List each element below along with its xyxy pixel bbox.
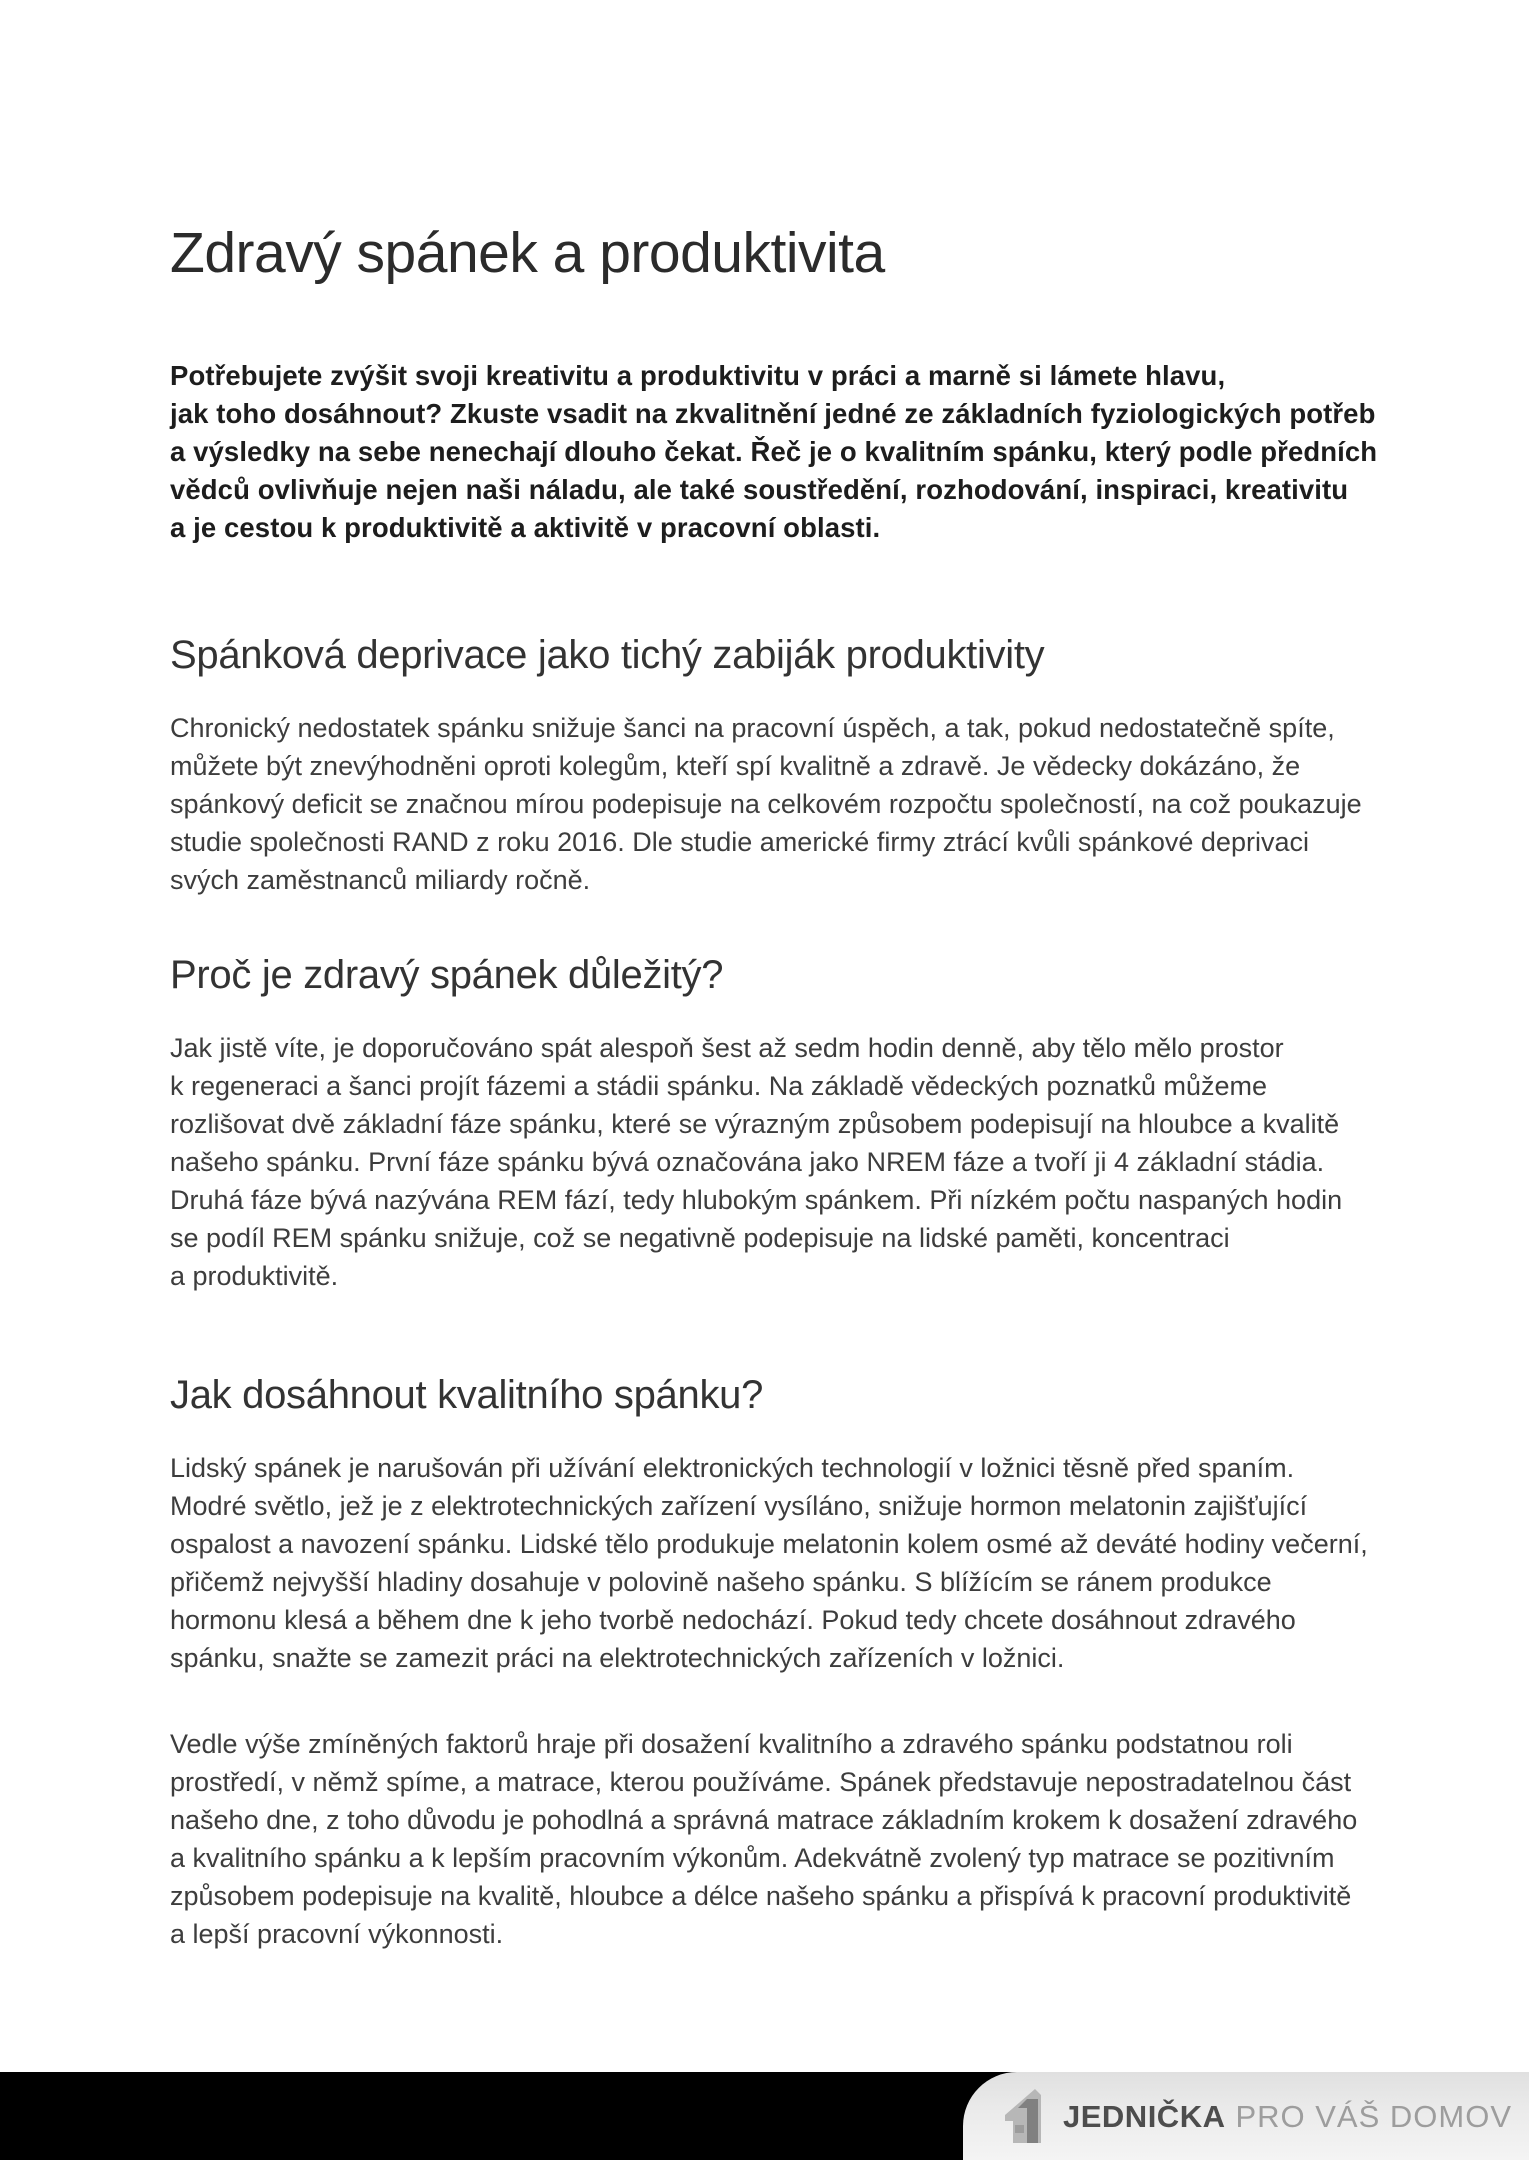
house-one-icon (1003, 2087, 1049, 2145)
text-line: Druhá fáze bývá nazývána REM fází, tedy hlubokým spánkem. Při nízkém počtu naspaných hodin (170, 1184, 1343, 1215)
paragraph-jak-dosahnout-1 (170, 1449, 1399, 1677)
text-line: a produktivitě. (170, 1260, 339, 1291)
intro-line: Potřebujete zvýšit svoji kreativitu a produktivitu v práci a marně si lámete hlavu, (170, 359, 1226, 391)
text-line: našeho spánku. První fáze spánku bývá označována jako NREM fáze a tvoří ji 4 základní stádia. (170, 1146, 1325, 1177)
text-line: se podíl REM spánku snižuje, což se negativně podepisuje na lidské paměti, koncentraci (170, 1222, 1230, 1253)
intro-line: a je cestou k produktivitě a aktivitě v pracovní oblasti. (170, 511, 881, 543)
section-heading-proc-dulezity: Proč je zdravý spánek důležitý? (170, 952, 724, 997)
text-line: Vedle výše zmíněných faktorů hraje při dosažení kvalitního a zdravého spánku podstatnou roli (170, 1728, 1293, 1759)
text-line: Chronický nedostatek spánku snižuje šanci na pracovní úspěch, a tak, pokud nedostatečně spíte, (170, 712, 1335, 743)
text-line: rozlišovat dvě základní fáze spánku, které se výrazným způsobem podepisují na hloubce a kvalitě (170, 1108, 1340, 1139)
text-line: přičemž nejvyšší hladiny dosahuje v polovině našeho spánku. S blížícím se ránem produkce (170, 1566, 1272, 1597)
text-line: studie společnosti RAND z roku 2016. Dle studie americké firmy ztrácí kvůli spánkové deprivaci (170, 826, 1309, 857)
tagline-bold: JEDNIČKA (1063, 2098, 1226, 2134)
text-line: a lepší pracovní výkonnosti. (170, 1918, 504, 1949)
footer-logo-band (963, 2072, 1529, 2160)
text-line: hormonu klesá a během dne k jeho tvorbě nedochází. Pokud tedy chcete dosáhnout zdravého (170, 1604, 1296, 1635)
intro-line: a výsledky na sebe nenechají dlouho čekat. Řeč je o kvalitním spánku, který podle předních (170, 435, 1378, 467)
paragraph-proc-dulezity (170, 1029, 1399, 1295)
text-line: prostředí, v němž spíme, a matrace, kterou používáme. Spánek představuje nepostradatelnou část (170, 1766, 1352, 1797)
text-line: svých zaměstnanců miliardy ročně. (170, 864, 591, 895)
text-line: Modré světlo, jež je z elektrotechnických zařízení vysíláno, snižuje hormon melatonin zajišťující (170, 1490, 1308, 1521)
text-line: k regeneraci a šanci projít fázemi a stádii spánku. Na základě vědeckých poznatků můžeme (170, 1070, 1268, 1101)
text-line: ospalost a navození spánku. Lidské tělo produkuje melatonin kolem osmé až deváté hodiny večerní, (170, 1528, 1368, 1559)
intro-line: jak toho dosáhnout? Zkuste vsadit na zkvalitnění jedné ze základních fyziologických potřeb (170, 397, 1376, 429)
text-line: způsobem podepisuje na kvalitě, hloubce a délce našeho spánku a přispívá k pracovní produktivitě (170, 1880, 1352, 1911)
text-line: Lidský spánek je narušován při užívání elektronických technologií v ložnici těsně před spaním. (170, 1452, 1295, 1483)
text-line: Jak jistě víte, je doporučováno spát alespoň šest až sedm hodin denně, aby tělo mělo prostor (170, 1032, 1284, 1063)
text-line: spánkový deficit se značnou mírou podepisuje na celkovém rozpočtu společností, na což poukazuje (170, 788, 1362, 819)
page-title: Zdravý spánek a produktivita (170, 221, 885, 285)
intro-line: vědců ovlivňuje nejen naši náladu, ale také soustředění, rozhodování, inspiraci, kreativitu (170, 473, 1349, 505)
text-line: spánku, snažte se zamezit práci na elektrotechnických zařízeních v ložnici. (170, 1642, 1065, 1673)
intro-paragraph (170, 357, 1399, 547)
tagline-rest: PRO VÁŠ DOMOV (1235, 2098, 1513, 2134)
paragraph-deprivace (170, 709, 1399, 899)
footer-tagline (1063, 2098, 1513, 2134)
text-line: a kvalitního spánku a k lepším pracovním výkonům. Adekvátně zvolený typ matrace se pozitivním (170, 1842, 1335, 1873)
text-line: můžete být znevýhodněni oproti kolegům, kteří spí kvalitně a zdravě. Je vědecky dokázáno, že (170, 750, 1301, 781)
section-heading-jak-dosahnout: Jak dosáhnout kvalitního spánku? (170, 1372, 764, 1417)
page-footer (0, 2072, 1529, 2160)
text-line: našeho dne, z toho důvodu je pohodlná a správná matrace základním krokem k dosažení zdravého (170, 1804, 1358, 1835)
paragraph-jak-dosahnout-2 (170, 1725, 1399, 1953)
section-heading-deprivace: Spánková deprivace jako tichý zabiják produktivity (170, 632, 1045, 677)
